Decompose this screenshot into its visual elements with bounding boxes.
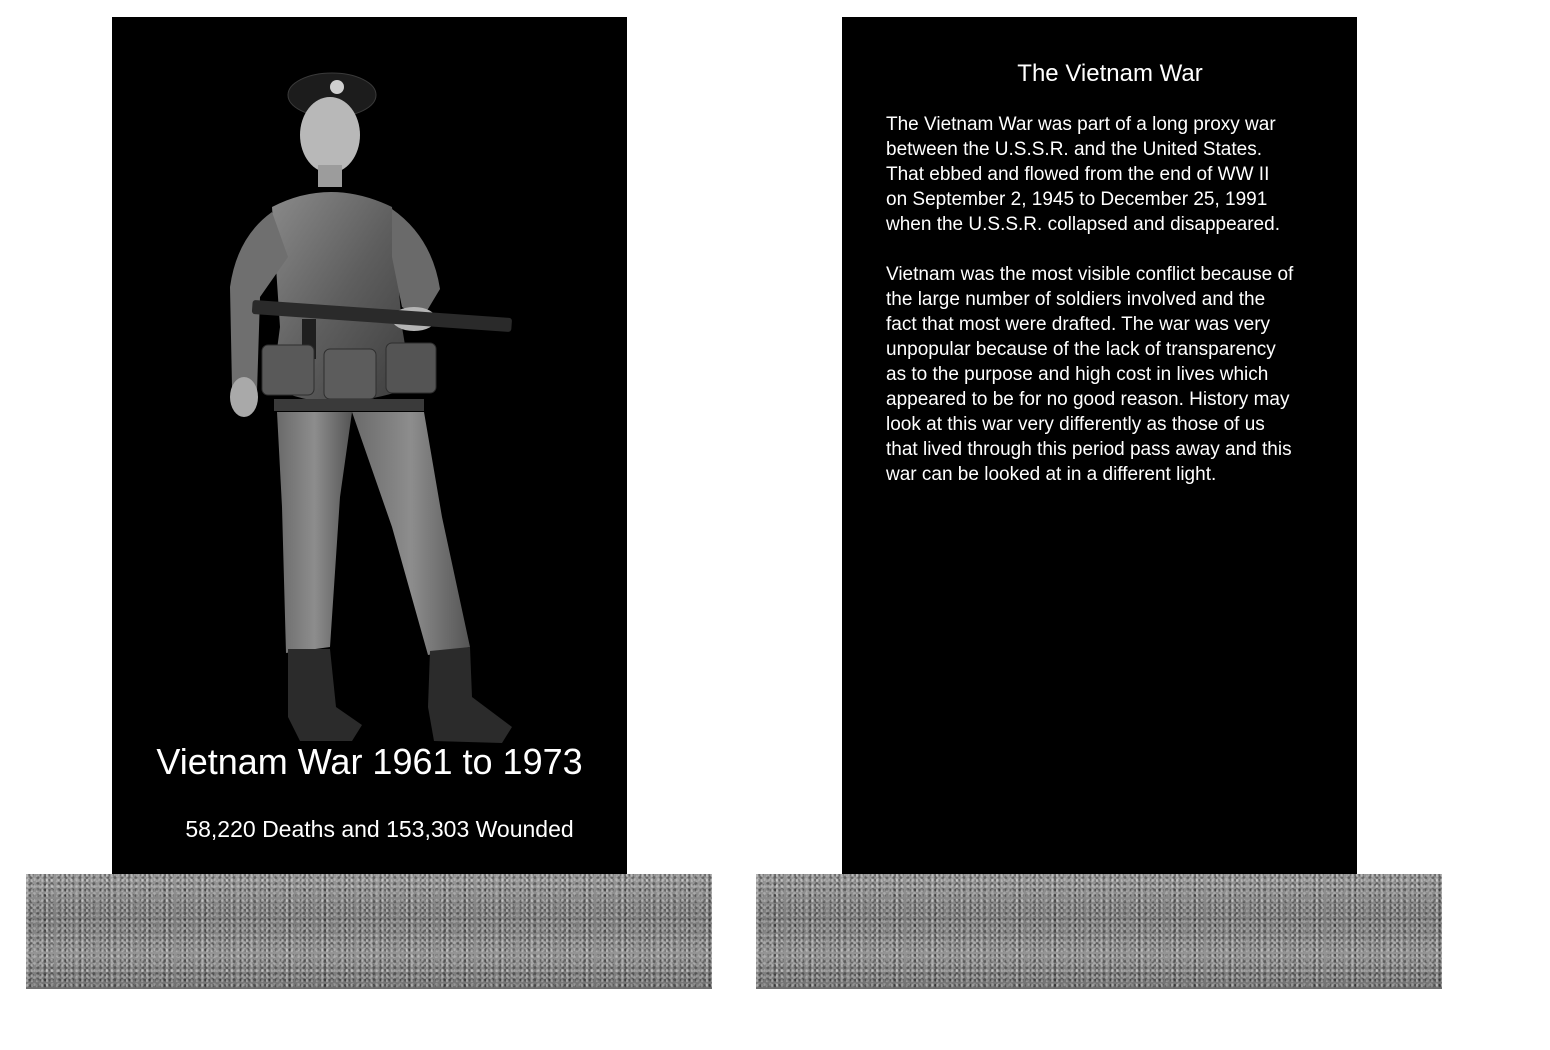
history-paragraph-2: Vietnam was the most visible conflict because of the large number of soldiers involved and the fact that most were drafted. The war was very unpopular because of the lack of transparency as to the purpose and high cost in lives which appeared to be for no good reason. History may look at this war very differently as those of us that lived through this period pass away and this war can be looked at in a different light. [886, 264, 1294, 485]
monument-front-stone [112, 17, 627, 877]
soldier-photo [202, 57, 542, 747]
monument-title: Vietnam War 1961 to 1973 [156, 741, 583, 782]
casualty-stats: 58,220 Deaths and 153,303 Wounded [185, 816, 574, 842]
granite-base-front [26, 874, 712, 989]
history-paragraph-1: The Vietnam War was part of a long proxy war between the U.S.S.R. and the United States. That ebbed and flowed from the end of WW II on September 2, 1945 to December 25, 1991 when the U.S.S.R. collapsed and disappeared. [886, 114, 1280, 235]
back-title: The Vietnam War [1017, 60, 1203, 87]
granite-base-back [756, 874, 1442, 989]
monument-back-stone [842, 17, 1357, 877]
